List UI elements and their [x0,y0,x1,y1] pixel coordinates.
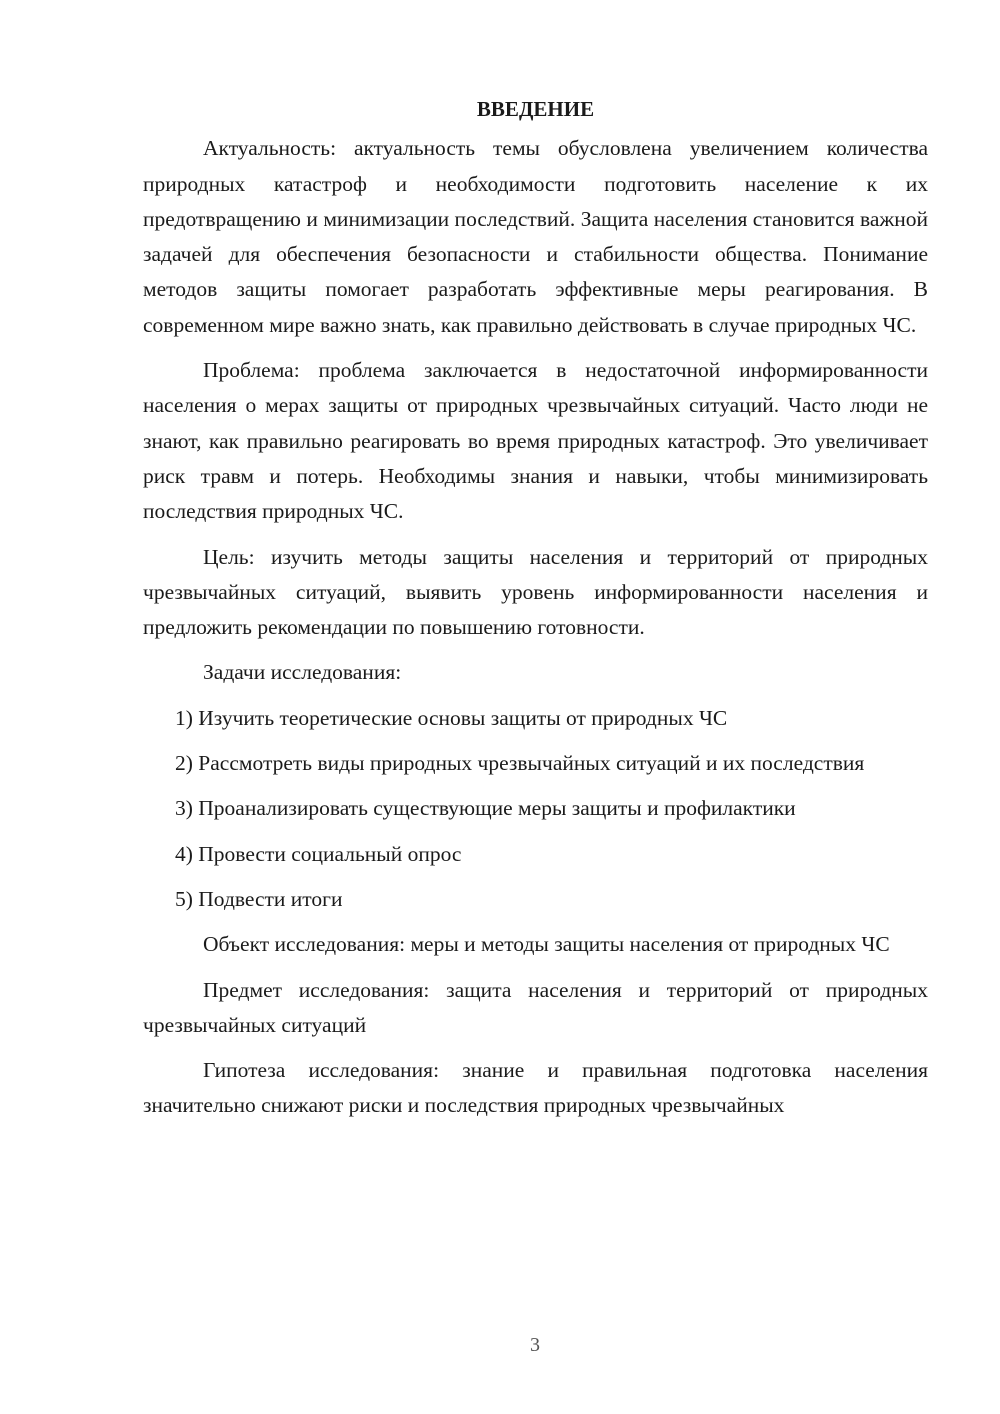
page-title: ВВЕДЕНИЕ [476,97,595,121]
task-item-2: 2) Рассмотреть виды природных чрезвычайных ситуаций и их последствия [175,751,865,776]
page-number: 3 [530,1334,540,1356]
paragraph-tasks-heading: Задачи исследования: [203,660,402,685]
paragraph-problem: Проблема: проблема заключается в недостаточной информированности населения о мерах защиты от природных чрезвычайных ситуаций. Часто люди не знают, как правильно реагировать во время природных катастроф. Это увеличивает риск травм и потерь. Необходимы знания и навыки, чтобы минимизировать последствия природных ЧС. [143,358,928,524]
paragraph-hypothesis: Гипотеза исследования: знание и правильная подготовка населения значительно снижают риски и последствия природных чрезвычайных [143,1058,928,1118]
paragraph-relevance: Актуальность: актуальность темы обусловлена увеличением количества природных катастроф и необходимости подготовить население к их предотвращению и минимизации последствий. Защита населения становится важной задачей для обеспечения безопасности и стабильности общества. Понимание методов защиты помогает разработать эффективные меры реагирования. В современном мире важно знать, как правильно действовать в случае природных ЧС. [143,136,928,337]
task-item-4: 4) Провести социальный опрос [175,841,462,866]
paragraph-goal: Цель: изучить методы защиты населения и территорий от природных чрезвычайных ситуаций, выявить уровень информированности населения и предложить рекомендации по повышению готовности. [143,544,928,640]
task-item-1: 1) Изучить теоретические основы защиты от природных ЧС [175,705,728,730]
task-item-5: 5) Подвести итоги [175,886,343,911]
task-item-3: 3) Проанализировать существующие меры защиты и профилактики [175,796,796,821]
document-page [143,92,928,1134]
paragraph-subject: Предмет исследования: защита населения и территорий от природных чрезвычайных ситуаций [143,977,928,1037]
paragraph-object: Объект исследования: меры и методы защиты населения от природных ЧС [203,932,890,957]
